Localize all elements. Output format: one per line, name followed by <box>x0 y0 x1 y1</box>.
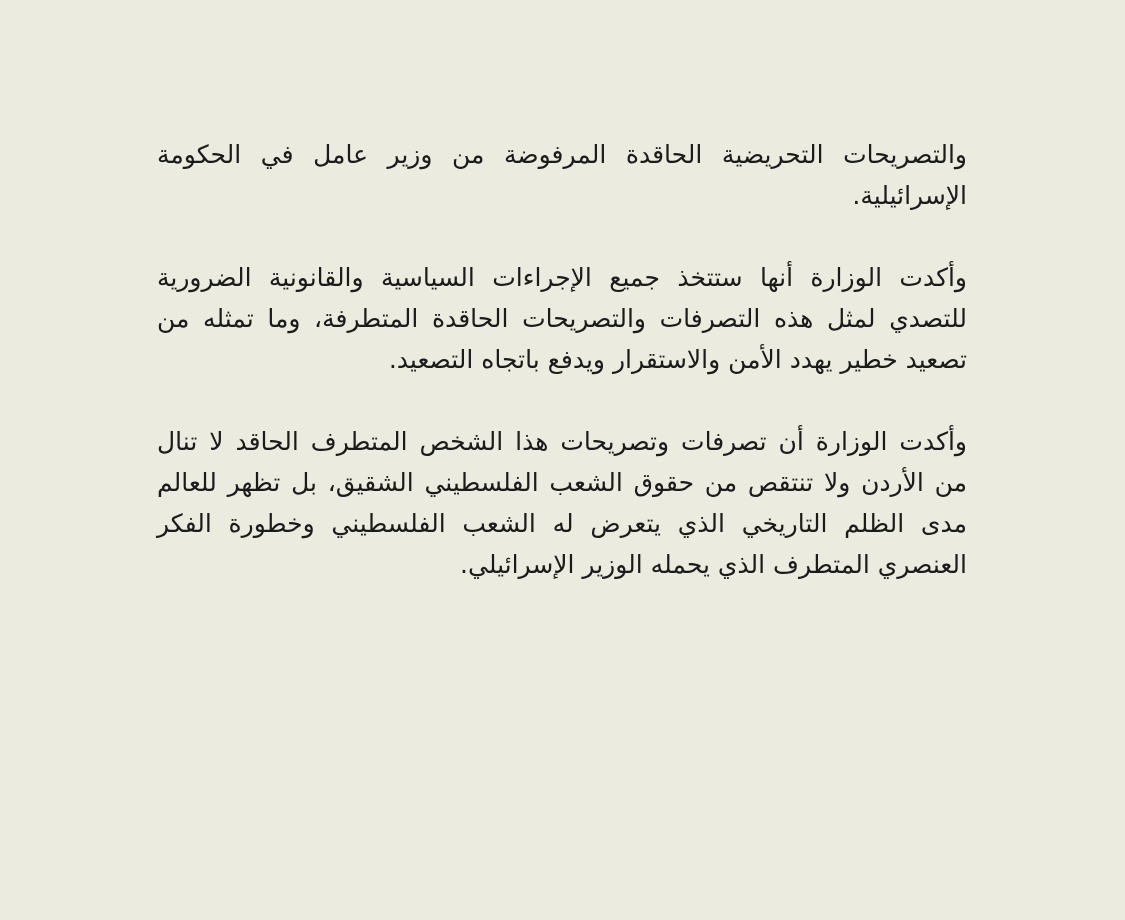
article-paragraph-2: وأكدت الوزارة أنها ستتخذ جميع الإجراءات السياسية والقانونية الضرورية للتصدي لمثل هذه التصرفات والتصريحات الحاقدة المتطرفة، وما تمثله من تصعيد خطير يهدد الأمن والاستقرار ويدفع باتجاه التصعيد. <box>157 263 967 374</box>
article-paragraph-3: وأكدت الوزارة أن تصرفات وتصريحات هذا الشخص المتطرف الحاقد لا تنال من الأردن ولا تنتقص من حقوق الشعب الفلسطيني الشقيق، بل تظهر للعالم مدى الظلم التاريخي الذي يتعرض له الشعب الفلسطيني وخطورة الفكر العنصري المتطرف الذي يحمله الوزير الإسرائيلي. <box>157 427 967 579</box>
article-body <box>157 134 967 585</box>
article-paragraph-1: والتصريحات التحريضية الحاقدة المرفوضة من وزير عامل في الحكومة الإسرائيلية. <box>157 140 967 210</box>
